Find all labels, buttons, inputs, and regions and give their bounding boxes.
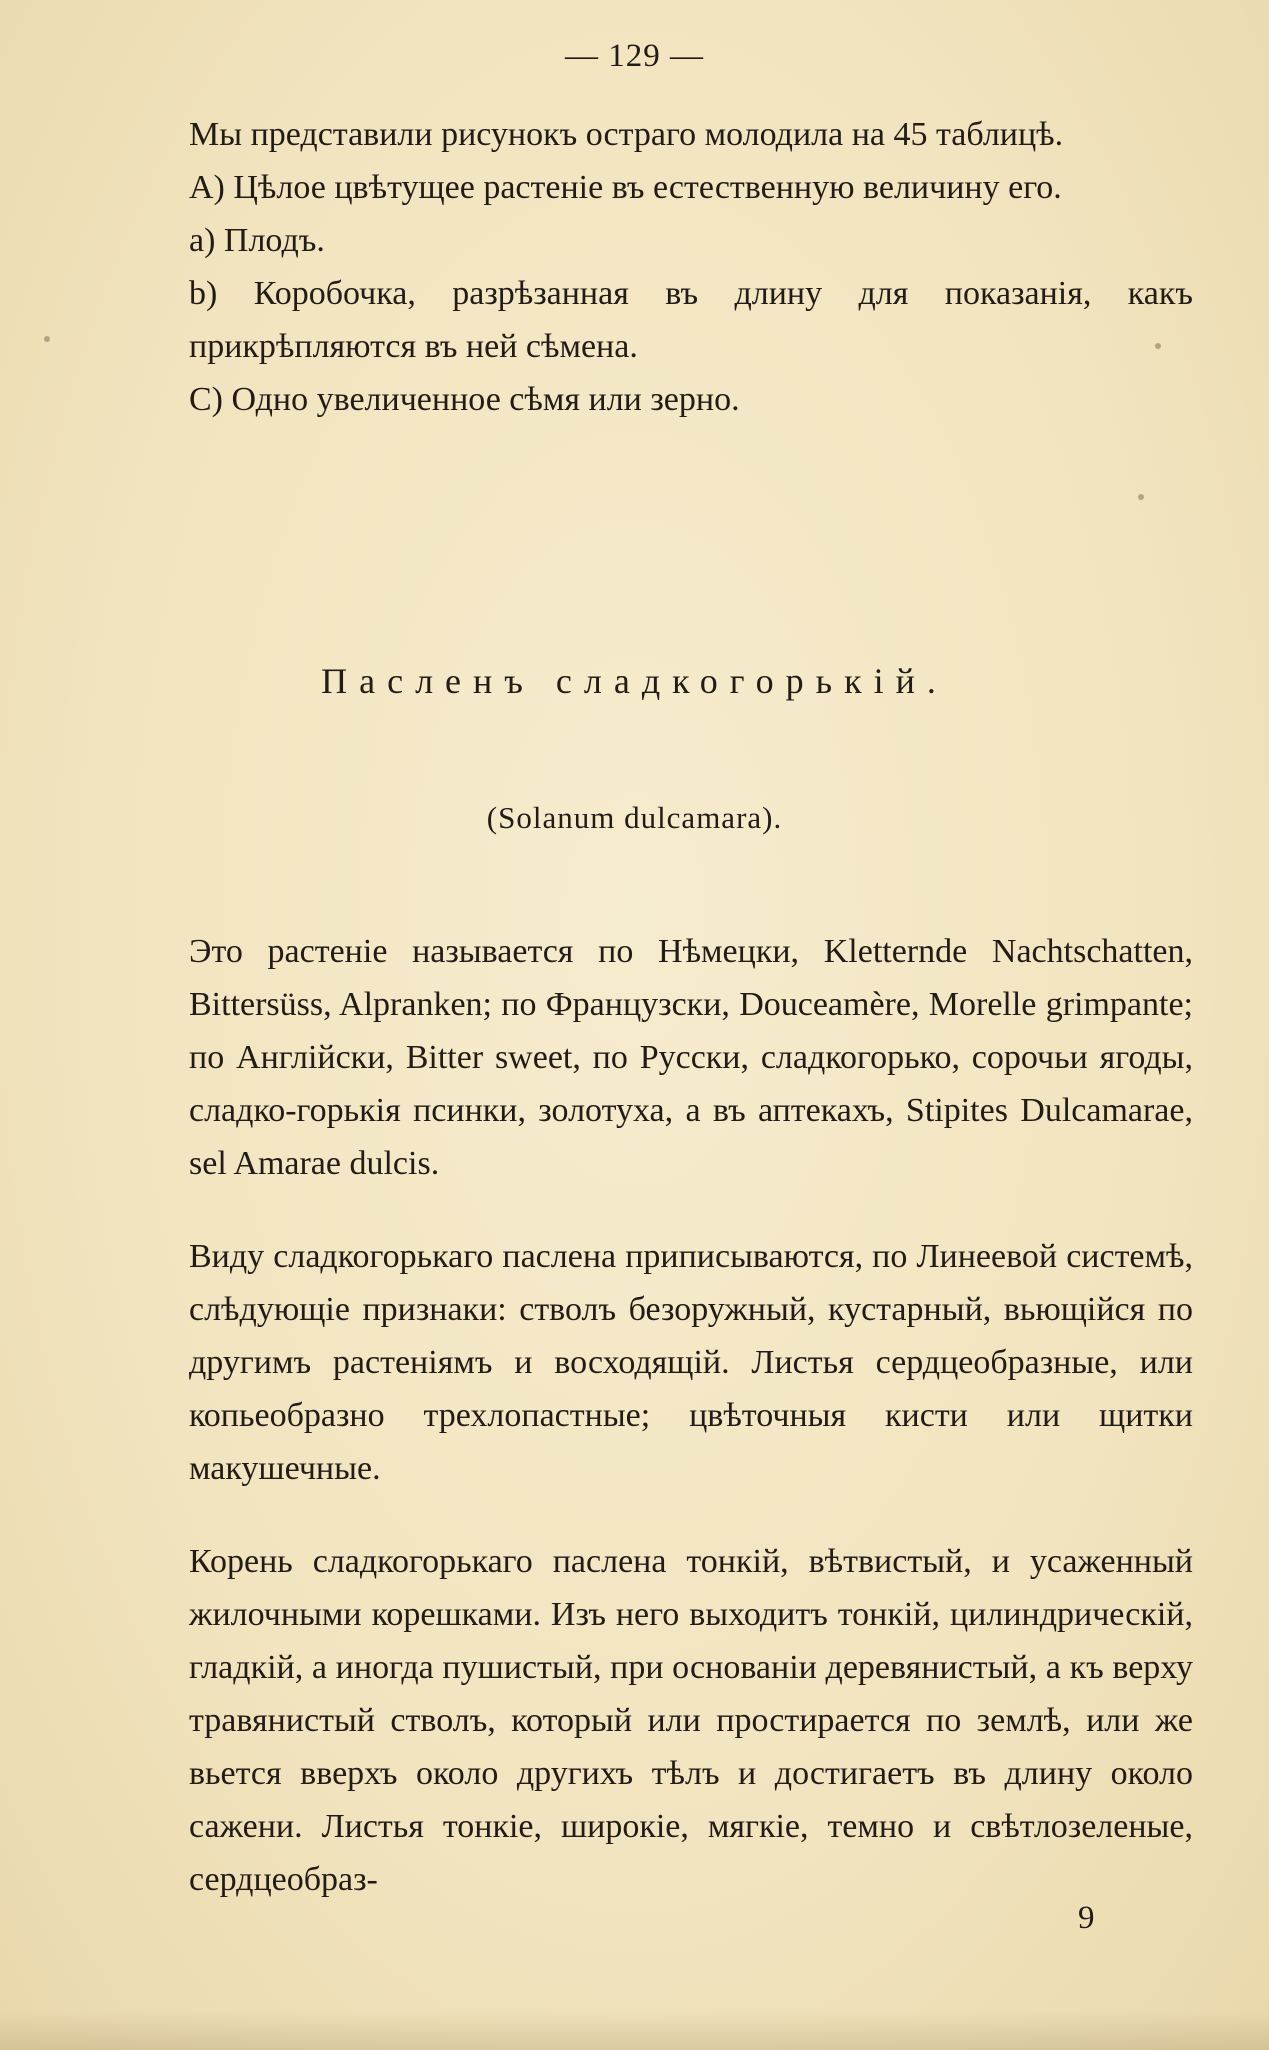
paper-spot: [44, 336, 50, 342]
paragraph-root: [189, 1535, 1193, 1906]
section-title: Пасленъ сладкогорькій.: [321, 661, 948, 701]
intro-line-figure-reference: Мы представили рисунокъ остраго молодила на 45 таблицѣ.: [189, 116, 1064, 153]
intro-line-a-lower: a) Плодъ.: [189, 222, 325, 259]
paper-spot: [1138, 494, 1144, 500]
figure-description: [189, 108, 1193, 426]
intro-line-b: b) Коробочка, разрѣзанная въ длину для показанія, какъ прикрѣпляются въ ней сѣмена.: [189, 275, 1193, 365]
paragraph-text: Это растеніе называется по Нѣмецки, Kletternde Nachtschatten, Bittersüss, Alpranken; по Французски, Douceamère, Morelle grimpante; по Англійски, Bitter sweet, по Русски, сладкогорько, сорочьи ягоды, сладко-горькія псинки, золотуха, а въ аптекахъ, Stipites Dulcamarae, sel Amarae dulcis.: [189, 933, 1193, 1182]
page-number-header: — 129 —: [565, 38, 704, 74]
latin-name: (Solanum dulcamara).: [486, 800, 783, 835]
paragraph-features: [189, 1230, 1193, 1495]
paragraph-text: Виду сладкогорькаго паслена приписываются, по Линеевой системѣ, слѣдующіе признаки: стволъ безоружный, кустарный, вьющійся по другимъ растеніямъ и восходящій. Листья сердцеобразные, или копьеобразно трехлопастные; цвѣточныя кисти или щитки макушечные.: [189, 1238, 1193, 1487]
paragraph-names: [189, 925, 1193, 1190]
paragraph-text: Корень сладкогорькаго паслена тонкій, вѣтвистый, и усаженный жилочными корешками. Изъ него выходитъ тонкій, цилиндрическій, гладкій, а иногда пушистый, при основаніи деревянистый, а къ верху травянистый стволъ, который или простирается по землѣ, или же вьется вверхъ около другихъ тѣлъ и достигаетъ въ длину около сажени. Листья тонкіе, широкіе, мягкіе, темно и свѣтлозеленые, сердцеобраз-: [189, 1543, 1193, 1898]
paper-spot: [1155, 343, 1161, 349]
intro-line-a-upper: A) Цѣлое цвѣтущее растеніе въ естественную величину его.: [189, 169, 1062, 206]
intro-line-c: C) Одно увеличенное сѣмя или зерно.: [189, 381, 740, 418]
signature-mark: 9: [1078, 1900, 1095, 1936]
